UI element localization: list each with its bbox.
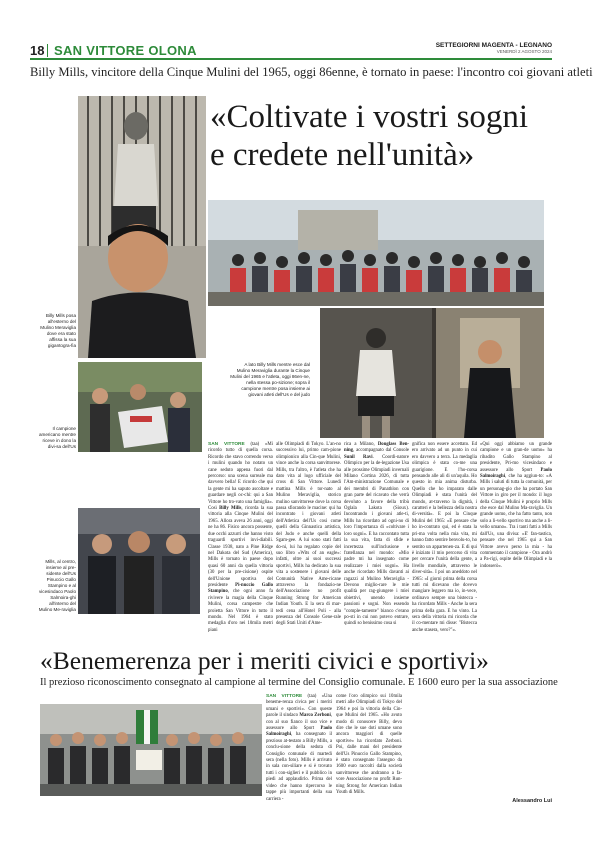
column-5-text-2: , che ha aggiun-to: «A Mills i saluti di tutta la comunità, per un personag-gio che ha portato San Vittore in giro per il mondo: il logo della Cinque Mulini è proprio Mills che esce dal Mulino Ma-raviglia. Un grande uomo, che ha fatto tanto, non solo a li-vello sportivo ma anche a li-vello umano». Tra i tanti fatti a Mills dall'Us, una divisa: «E' fan-tastica, pensare che nel 1965 qui a San Vittore avevo perso la mia - ha commentato il campione - Ora andrò a Pa-rigi, ospite delle Olimpiadi e la indosserò». [480,474,552,569]
person-paolo-salmoiraghi: Paolo Salmoiraghi [480,467,553,480]
photo-mill-then-now [320,308,544,438]
author-signature: Alessandro Lui [512,798,552,804]
column-2-text: alle Olimpiadi di Tokyo. L'an-no successivo lui, primo cam-pione olimpionico alla Cin-que Mulini, vince anche la corsa sanvittorese. Mills, tra l'altro, è l'atleta che ha dato vita al logo ufficiale del cross di San Vittore. Lunedì mattina Mills è tor-nato al Mulino Meraviglia, storico mulino sanvittorese dove la corsa passa sfiorando le macine: qui ha incontrato i giovani atleti dell'Atletica dell'Us così come quelli della Ginnastica artistica, del Judo e anche quelli della Sgam-gee. A lui sono stati fatti do-ni, lui ha regalato copie del suo libro «Wits of an eagle»: infatti, oltre ai suoi successi sportivi, Mills ha dedicato la sua vita a sostenere i giovani delle Comunità Native Ame-ricane attraverso la fondazio-ne dell'Associazione no profit Running Strong for American Indian Youth. E la sera di mar-tedì cena all'Hotel Poli - alla presenza del Console Gene-rale degli Stati Uniti d'Ame- [276,442,341,627]
article-2-column-1 [266,694,333,802]
article-kicker: Billy Mills, vincitore della Cinque Mulini del 1965, oggi 86enne, è tornato in paese: l'incontro coi giovani atleti [30,65,593,79]
caption-mulino-meeting: Mills, al centro, insieme al pre-sidente dell'Us Pinuccio Gallo Stampino e al vicesindaco Paolo Salmoira-ghi all'interno del Mulino Me-raviglia [38,559,76,612]
person-sunil-ravi: Sunil Ravi [344,454,373,460]
photo-billboard-portrait-image [78,96,206,358]
photo-uniform-gift-image [78,362,202,452]
page-header [30,44,552,60]
column-3-text-2: , accompagnato dal Console [353,448,409,454]
caption-uniform: Il campione americano mentre riceve in dono la divi-sa dell'Us [38,426,76,449]
photo-officials [78,508,200,614]
photo-council-ceremony [40,704,262,796]
article-2-column-2 [336,694,402,798]
column-3-text-3: . Coordi-natore Olimpico per la de-legazione Usa alle prossime Olimpiadi invernali Milano Cortina 2026, di tutta l'Am-ministrazione Comunale e dei membri di Panathlon con gran parte del ricavato che verrà devoluto a favore della tribù Oglala Lakota (Sioux). Incontrando i giovani atle-ti, Mills ha ricordato ad ogni-no di loro l'importanza di «coltivare i loro sogni». E ha raccontato tutta la sua vita, fatta di sfide e incertezza sull'inclusione e fratellanza nel mondo: «Mio padre mi ha insegnato come realizzare i miei sogni». Ha anche ricordato Mills davanti ai ragazzi al Mulino Meraviglia - Devono miglio-rare le mie qualità per rag-giungere i miei obiettivi, unendo insieme passioni e sogni. Non essendo "comple-tamente" bianco c'erano po-sti in cui non potevo entrare, quindi so benissimo cosa si [344,454,409,627]
caption-billboard: Billy Mills posa all'esterno del Mulino Meraviglia dove era stato affissa la sua gigantogra-fia [40,313,76,348]
photo-billboard-portrait [78,96,206,358]
photo-uniform-gift [78,362,202,452]
headline-line-2: e credete nell'unità» [210,137,475,173]
dateline: SAN VITTORE [208,442,245,447]
article-2-headline: «Benemerenza per i meriti civici e sportivi» [40,646,489,675]
issue-date: VENERDÌ 2 AGOSTO 2024 [496,49,552,54]
photo-council-ceremony-image [40,704,262,796]
column-1-text-2: , ricorda la sua vittoria alla Cinque Mulini del 1965. Allora aveva 26 anni, oggi ne ha 86. Fisico ancora possente, due occhi azzurri che hanno visto traguardi sportivi invi-diabili. Classe 1938, nato a Pine Ridge nel Dakota del Sud (America), Mills è tornato in paese dopo quasi 60 anni da quella vittoria (30 per la pre-cisione) ospite dell'Unione sportiva del presidente [208,506,273,588]
article-2-column-1-text-2: , con al suo fianco il suo vice e assessore allo Sport [266,713,332,732]
column-5-text: «Qui oggi abbiamo un grande campione e un gran-de uomo» ha ribadito Gallo Stampino al presidente, Pri-mo vicesindaco e assessore allo Sport [480,442,552,473]
article-headline [210,98,552,174]
person-billy-mills: Billy Mills [219,506,242,512]
person-marco-zerboni: Marco Zerboni [299,713,331,719]
photo-officials-image [78,508,200,614]
person-paolo-salmoiraghi-2: Paolo Salmoiraghi [266,726,333,738]
header-divider [47,44,48,57]
section-title: SAN VITTORE OLONA [54,43,197,58]
column-1-text-3: , che ogni anno fa rivivere la magia della Cinque Mulini, corsa campestre che proietta San Vittore in tutto il mondo. Nel 1964 è stato medaglia d'oro nei 10mila metri piani [208,589,273,633]
photo-young-athletes-image [208,200,544,306]
article-column-1 [208,442,273,633]
article-2-kicker: Il prezioso riconoscimento consegnato al campione al termine del Consiglio comunale. E 1600 euro per la sua associazione [40,677,558,688]
article-2-column-2-text: come l'oro olimpico sui 10mila metri alle Olimpiadi di Tokyo del 1964 e poi la vittoria della Cin-que Mulini del 1965. «Ho avuto modo di conoscere Billy, devo dire che le sue doti umane sono ancora maggiori di quelle sportive» ha ricordato Zerboni. Poi, dalle mani del presidente dell'Us Pinuccio Gallo Stampino, è stato consegnato l'assegno da 1600 euro raccolti dalla società sanvittorese che andranno a fa-vore Associazione no profit Run-ning Strong for American Indian Youth di Mills. [336,694,402,796]
article-2-dateline: SAN VITTORE [266,694,303,699]
column-1-text: (taa) «Mi ricordo tutto di quella corsa. Ricordo che stavo correndo verso i mulini quando ho notato un cane seduto appena fuori dal percorso: una scena surreale ma davvero bella! E ricordo che qui la gente mi ha saputo ascoltare e guardare negli oc-chi: qui a San Vittore ho tro-vato una famiglia». Così [208,442,273,512]
article-column-3 [344,442,409,626]
article-column-2 [276,442,341,626]
headline-line-1: «Coltivate i vostri sogni [210,99,529,135]
article-2-column-1-text-3: , ha consegnato il prezioso at-testato a Billy Mills, a conclu-sione della seduta di Consiglio comunale di martedì sera (nella foto). Mills è arrivato in sala con-siliare e si è trovato tutti i con-siglieri e il pubblico in piedi ad applaudirlo. Prima del video che hanno ripercorso le tappe più importanti della sua carriera - [266,732,332,802]
photo-young-athletes [208,200,544,306]
article-2-column-1-text: (taa) «Una beneme-renza civica per i meriti umani e sportivi». Con queste parole il sindaco [266,694,332,719]
column-3-text: rica a Milano, [344,442,375,447]
person-douglass-benning: Douglass Ben-ning [344,442,409,454]
newspaper-name: SETTEGIORNI MAGENTA - LEGNANO [435,42,552,49]
photo-mill-then-now-image [320,308,544,438]
newspaper-masthead [436,42,552,54]
person-gallo-stampino: Pi-nuccio Gallo Stampino [208,582,273,595]
caption-mill-then-now: A lato Billy Mills mentre esce dal Mulino Meraviglia durante la Cinque Mulini del 1965 e l'atleta, oggi 86en-ne, nella stessa po-sizione; sopra il campione mentre posa insieme ai giovani atleti dell'Us e del judo [230,362,310,397]
article-column-4 [412,442,477,633]
article-column-5 [480,442,552,626]
page-number: 18 [30,43,45,58]
column-4-text: gnifica non essere accettato. Ed ero arrivato ad un punto in cui ero davvero a terra. La medaglia olimpica è stata co-me una guarigione. E l'ho-corsa pensando alle ali di un'aquila. Ho questo in mia anima disturba. Quello che ho imparato dalle Olimpiadi è stata l'unità del mondo, at-traverso la dignità, i caratteri e la bellezza della nostra di-versità». E poi la Cinque Mulini del 1965: «E pensare che ho in-contrato qui, ed è stata la pri-ma volta nella mia vita, mi hanno fatto sentire benvolu-to, ho sentito un appartenen-za. E di qui è iniziato il mio percorso di vita per cercare l'unità della gente, a livello mondiale, attraverso le diver-sità». I poi un aneddoto nel 1965: «I giorni prima della corsa tutti mi dicevano che dovevo mangiare leggero ma io, in-vece, ordinavo sempre una bistecca - ha ricordato Mills - Anche la sera prima della gara. E ho vinto. La sera della vittoria mi ricorda che il co-mentare mi disse: "Bistecca anche stasera, vero?"». [412,442,477,633]
